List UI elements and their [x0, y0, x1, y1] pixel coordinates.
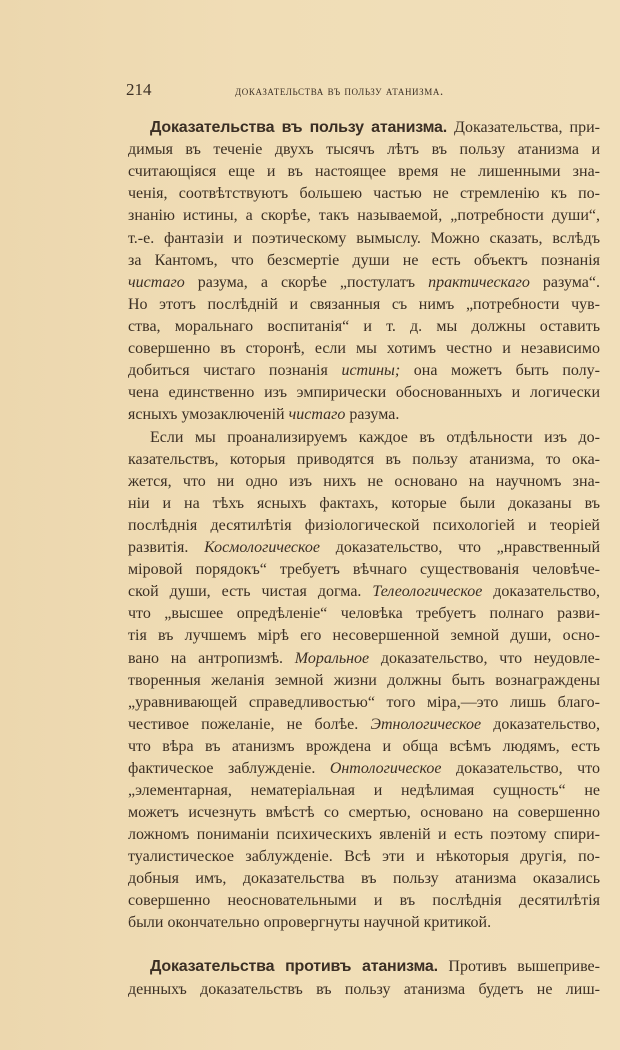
text-run: совершенно въ сторонѣ, если мы хотимъ честно и независимо — [128, 340, 600, 357]
italic-term: чистаго — [128, 273, 185, 291]
text-line — [128, 803, 600, 823]
text-run: знанію истины, а скорѣе, такъ называемой, „потребности души“, — [128, 207, 600, 225]
text-run: послѣднія десятилѣтія физіологической психологіей и теоріей — [128, 517, 600, 535]
text-line — [128, 847, 600, 867]
text-run: „элементарная, нематеріальная и недѣлимая сущность“ не — [128, 781, 600, 799]
text-run: Но этотъ послѣдній и связанныя съ нимъ „потребности чув- — [128, 295, 600, 313]
text-run: доказательство, — [481, 715, 600, 733]
text-run: что „высшее опредѣленіе“ человѣка требуетъ полнаго разви- — [128, 605, 600, 623]
text-line — [128, 295, 600, 315]
text-line — [128, 339, 600, 359]
text-run: ніи и на тѣхъ ясныхъ фактахъ, которые были доказаны въ — [128, 495, 600, 513]
text-line — [128, 273, 600, 293]
text-run: фактическое заблужденіе. — [128, 759, 330, 777]
text-run: Противъ вышеприве- — [437, 958, 600, 975]
italic-term: практическаго — [428, 273, 530, 291]
text-run: Доказательства, при- — [447, 119, 601, 136]
text-run: доказательство, — [482, 583, 600, 601]
text-line — [150, 428, 600, 448]
text-line — [128, 162, 600, 182]
text-run: считающіяся еще и въ настоящее время не лишенными зна- — [128, 163, 600, 181]
section-heading: Доказательства въ пользу атанизма. — [150, 119, 448, 136]
text-run: „уравнивающей справедливостью“ того міра,—это лишь благо- — [128, 693, 600, 711]
text-line — [128, 913, 600, 933]
text-line — [128, 671, 600, 691]
text-line — [128, 582, 600, 602]
text-run: она можетъ быть полу- — [400, 362, 600, 380]
text-run: тія въ лучшемъ мірѣ его несовершенной земной души, осно- — [128, 627, 600, 645]
text-run: димыя въ теченіе двухъ тысячъ лѣтъ въ пользу атанизма и — [128, 141, 600, 159]
text-line — [128, 626, 600, 646]
text-line — [128, 891, 600, 911]
text-run: денныхъ доказательствъ въ пользу атанизма будетъ не лиш- — [128, 981, 600, 998]
text-line — [128, 383, 600, 403]
text-line — [150, 118, 600, 138]
text-line — [128, 229, 600, 249]
page-number: 214 — [126, 80, 152, 99]
text-line — [128, 184, 600, 204]
text-line — [128, 472, 600, 492]
text-line — [128, 516, 600, 536]
text-run: творенныя желанія земной жизни должны быть вознаграждены — [128, 671, 600, 689]
text-run: жется, что ни одно изъ нихъ не основано на научномъ зна- — [128, 473, 600, 491]
text-line — [128, 649, 600, 669]
text-line — [128, 980, 600, 1000]
text-line — [128, 538, 600, 558]
text-line — [128, 317, 600, 337]
text-run: ства, моральнаго воспитанія“ и т. д. мы должны оставить — [128, 317, 600, 335]
running-title: доказательства въ пользу атанизма. — [235, 84, 444, 98]
text-run: доказательство, что „нравственный — [320, 539, 601, 557]
italic-term: чистаго — [288, 406, 346, 424]
italic-term: Космологическое — [204, 539, 321, 557]
text-line — [150, 957, 600, 977]
italic-term: истины; — [341, 362, 401, 380]
text-run: добиться чистаго познанія — [128, 362, 342, 380]
italic-term: Онтологическое — [329, 759, 442, 777]
text-line — [128, 825, 600, 845]
text-run: развитія. — [128, 539, 205, 557]
italic-term: Этнологическое — [370, 715, 482, 733]
text-run: ложномъ пониманіи психическихъ явленій и есть поэтому спири- — [128, 825, 600, 843]
section-heading: Доказательства противъ атанизма. — [150, 958, 438, 975]
text-run: доказательство, что — [441, 759, 600, 777]
text-run: добныя имъ, доказательства въ пользу атанизма оказались — [128, 870, 600, 887]
text-run: чена единственно изъ эмпирически обоснованныхъ и логически — [128, 384, 600, 402]
text-line — [128, 715, 600, 735]
text-run: ясныхъ умозаключеній — [128, 406, 289, 424]
text-run: разума, а скорѣе „постулатъ — [184, 273, 429, 291]
text-run: ченія, соотвѣтствуютъ большею частью не стремленію къ по- — [128, 185, 600, 203]
text-line — [128, 494, 600, 514]
text-run: честивое пожеланіе, не болѣе. — [128, 715, 371, 733]
text-line — [128, 781, 600, 801]
text-line — [128, 140, 600, 160]
text-run: казательствъ, которыя приводятся въ пользу атанизма, то ока- — [128, 451, 600, 469]
italic-term: Телеологическое — [372, 583, 483, 601]
text-run: доказательство, что неудовле- — [369, 649, 600, 667]
text-line — [128, 560, 600, 580]
text-run: міровой порядокъ“ требуетъ вѣчнаго существованія человѣче- — [128, 561, 600, 579]
text-line — [128, 869, 600, 889]
text-run: ской души, есть чистая догма. — [128, 583, 373, 601]
text-run: что вѣра въ атанизмъ врождена и обща всѣмъ людямъ, есть — [128, 737, 600, 755]
text-run: разума. — [345, 406, 400, 424]
text-line — [128, 206, 600, 226]
text-run: разума“. — [529, 273, 601, 291]
text-run: вано на антропизмѣ. — [128, 649, 295, 667]
text-run: были окончательно опровергнуты научной критикой. — [128, 914, 492, 932]
text-line — [128, 361, 600, 381]
italic-term: Моральное — [294, 649, 370, 667]
text-line — [128, 450, 600, 470]
text-line — [128, 604, 600, 624]
text-run: можетъ исчезнуть вмѣстѣ со смертью, основано на совершенно — [128, 803, 600, 821]
text-run: т.-е. фантазіи и поэтическому вымыслу. Можно сказать, вслѣдъ — [128, 229, 600, 247]
text-line — [128, 737, 600, 757]
text-line — [128, 405, 600, 425]
text-run: за Кантомъ, что безсмертіе души не есть объектъ познанія — [128, 251, 600, 269]
text-run: Если мы проанализируемъ каждое въ отдѣльности изъ до- — [150, 429, 600, 446]
text-line — [128, 759, 600, 779]
text-run: совершенно неосновательными и въ послѣднія десятилѣтія — [128, 892, 600, 910]
text-line — [128, 693, 600, 713]
text-line — [128, 251, 600, 271]
text-run: туалистическое заблужденіе. Всѣ эти и нѣкоторыя другія, по- — [128, 847, 600, 865]
